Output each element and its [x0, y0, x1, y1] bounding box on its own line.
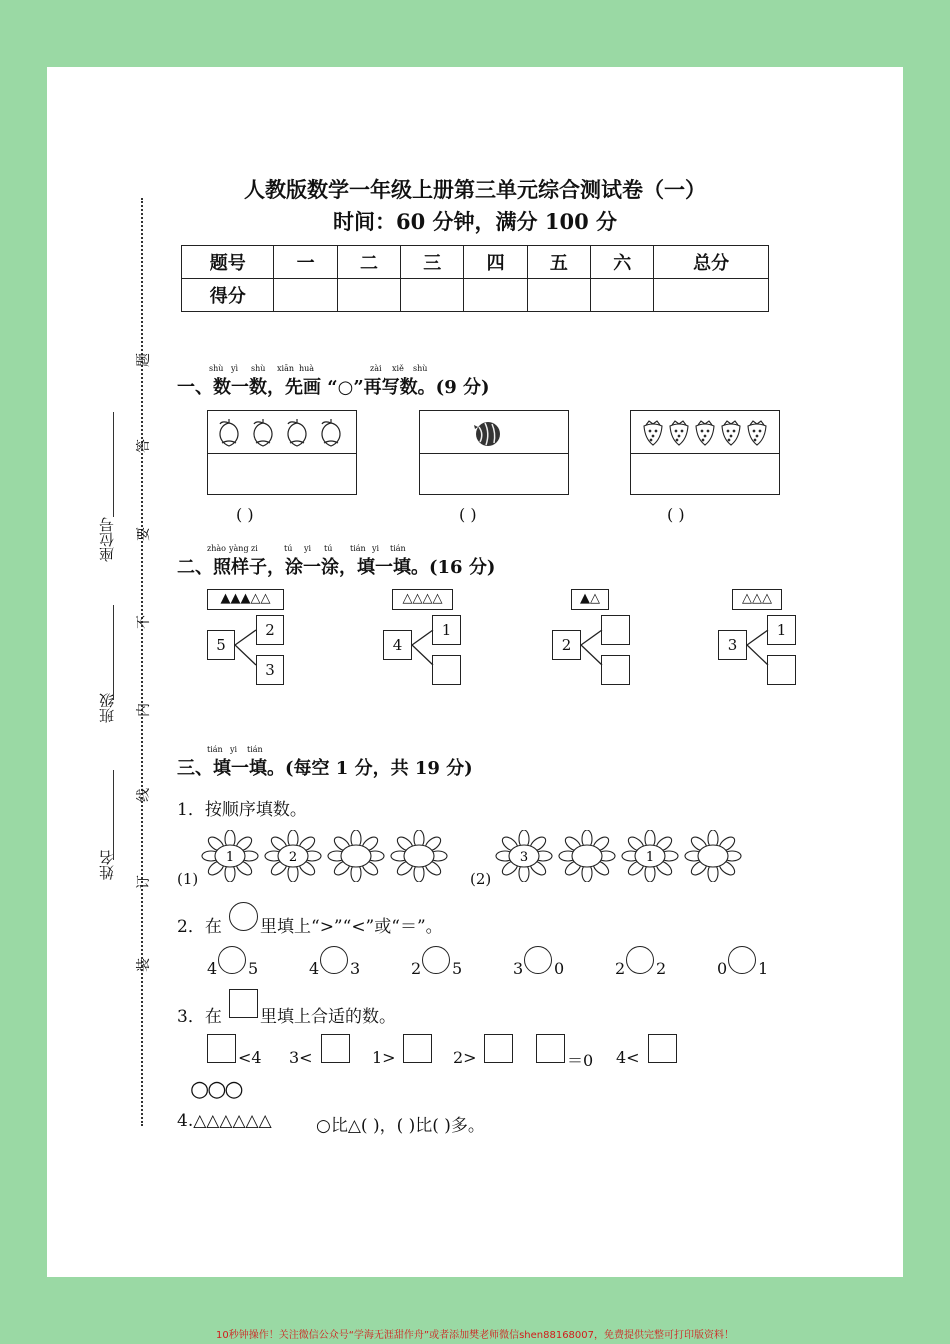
number-value: 4 [392, 636, 403, 654]
name-blank[interactable] [113, 770, 114, 860]
answer-paren[interactable]: ( ) [459, 505, 477, 524]
pinyin: shù [413, 364, 428, 373]
pinyin: tián [247, 745, 263, 754]
number-value: 2 [561, 636, 572, 654]
section3-title: 三、填一填。(每空 1 分，共 19 分) [177, 758, 473, 779]
q2-label-end: 里填上“>”“<”或“＝”。 [260, 917, 443, 937]
score-cell[interactable] [591, 279, 654, 312]
pinyin: tián [207, 745, 223, 754]
watermelon-icon [464, 417, 504, 449]
compare-right: 0 [554, 959, 565, 978]
margin-char: 线 [136, 788, 152, 802]
margin-char: 订 [136, 875, 152, 889]
answer-box[interactable] [767, 655, 796, 685]
section1-title: 一、数一数，先画 “○”再写数。(9 分) [177, 377, 490, 398]
number-box [383, 630, 412, 660]
number-box [256, 615, 284, 645]
square-placeholder-icon [229, 989, 258, 1018]
number-value: 1 [441, 621, 452, 639]
page-title: 人教版数学一年级上册第三单元综合测试卷（一） [244, 177, 706, 202]
score-cell[interactable] [401, 279, 464, 312]
q4-question[interactable]: ○比△( )，( )比( )多。 [316, 1116, 485, 1136]
answer-box[interactable] [207, 1034, 236, 1063]
score-header: 四 [464, 246, 527, 279]
section2-title: 二、照样子，涂一涂，填一填。(16 分) [177, 557, 496, 578]
q3-label-end: 里填上合适的数。 [260, 1007, 396, 1027]
pinyin: xiān [277, 364, 294, 373]
pinyin: tián [390, 544, 406, 553]
score-header: 二 [337, 246, 400, 279]
score-header: 六 [591, 246, 654, 279]
flower-row [199, 830, 461, 882]
class-label: 班级 [98, 693, 116, 723]
score-header: 题号 [182, 246, 274, 279]
split-lines [235, 625, 257, 675]
name-label: 姓名 [98, 850, 116, 880]
flower-number: 2 [288, 850, 298, 865]
number-box [256, 655, 284, 685]
number-box [767, 615, 796, 645]
pinyin: yi [372, 544, 380, 553]
split-lines [747, 625, 769, 675]
score-header: 一 [274, 246, 337, 279]
compare-left: 4 [309, 959, 320, 978]
answer-box[interactable] [601, 615, 630, 645]
flower-number: 1 [645, 850, 655, 865]
answer-paren[interactable]: ( ) [236, 505, 254, 524]
compare-left: 0 [717, 959, 728, 978]
compare-circle[interactable] [626, 946, 654, 974]
pinyin: huà [299, 364, 315, 373]
compare-left: 3 [513, 959, 524, 978]
pinyin: tú [284, 544, 293, 553]
split-lines [581, 625, 603, 675]
answer-box[interactable] [536, 1034, 565, 1063]
pinyin: shù [209, 364, 224, 373]
expression: 3< [289, 1048, 313, 1067]
flower-number: 3 [519, 850, 529, 865]
seat-blank[interactable] [113, 412, 114, 517]
q3-label-start: 3．在 [177, 1007, 222, 1027]
compare-right: 3 [350, 959, 361, 978]
circle-placeholder-icon [229, 902, 258, 931]
number-box [552, 630, 581, 660]
score-header: 三 [401, 246, 464, 279]
number-value: 5 [216, 636, 226, 654]
pinyin: zi [251, 544, 258, 553]
score-header: 总分 [654, 246, 769, 279]
expression: 1> [372, 1048, 396, 1067]
margin-char: 答 [136, 439, 152, 453]
q1-part1-label: (1) [177, 870, 199, 888]
pinyin: tú [324, 544, 333, 553]
compare-right: 1 [758, 959, 769, 978]
answer-box[interactable] [601, 655, 630, 685]
pinyin: yì [231, 364, 239, 373]
triangle-box: △△△ [732, 589, 782, 610]
q1-part2-label: (2) [470, 870, 492, 888]
number-box [207, 630, 235, 660]
compare-circle[interactable] [728, 946, 756, 974]
number-value: 3 [265, 661, 275, 679]
seat-label: 座位号 [98, 517, 116, 562]
triangle-box: ▲△ [571, 589, 609, 610]
class-blank[interactable] [113, 605, 114, 700]
compare-left: 2 [411, 959, 422, 978]
triangle-box: ▲▲▲△△ [207, 589, 284, 610]
margin-char: 题 [136, 353, 152, 367]
answer-box[interactable] [321, 1034, 350, 1063]
number-value: 2 [265, 621, 275, 639]
triangle-box: △△△△ [392, 589, 453, 610]
number-value: 1 [776, 621, 787, 639]
margin-char: 不 [136, 615, 152, 629]
footer-note: 10秒钟操作！关注微信公众号“学海无涯甜作舟”或者添加樊老师微信shen88168007，免费提供完整可打印版资料！ [215, 1330, 735, 1341]
compare-left: 2 [615, 959, 626, 978]
expression: <4 [238, 1048, 262, 1067]
count-box [419, 410, 569, 495]
q2-label-start: 2．在 [177, 917, 222, 937]
compare-circle[interactable] [422, 946, 450, 974]
score-cell[interactable] [464, 279, 527, 312]
expression: ＝0 [567, 1051, 594, 1070]
q4-label: 4.△△△△△△ [177, 1111, 272, 1131]
binding-dotted-line [141, 198, 143, 1126]
score-cell[interactable] [274, 279, 337, 312]
page-subtitle: 时间：60 分钟，满分 100 分 [333, 209, 617, 234]
pinyin: tián [350, 544, 366, 553]
score-header: 五 [527, 246, 590, 279]
q1-label: 1．按顺序填数。 [177, 800, 307, 820]
q4-circles: ○○○ [190, 1077, 242, 1102]
peach-icon [212, 417, 352, 449]
pinyin: zài [370, 364, 382, 373]
compare-circle[interactable] [218, 946, 246, 974]
pinyin: shù [251, 364, 266, 373]
score-cell[interactable] [654, 279, 769, 312]
flower-number: 1 [225, 850, 235, 865]
margin-char: 装 [136, 958, 152, 972]
flower-row [493, 830, 755, 882]
number-value: 3 [727, 636, 738, 654]
strawberry-icon [639, 419, 775, 447]
compare-circle[interactable] [524, 946, 552, 974]
number-box [432, 615, 461, 645]
pinyin: yàng [229, 544, 249, 553]
pinyin: yi [230, 745, 238, 754]
compare-right: 2 [656, 959, 667, 978]
compare-right: 5 [248, 959, 259, 978]
compare-right: 5 [452, 959, 463, 978]
margin-char: 要 [136, 527, 152, 541]
answer-box[interactable] [403, 1034, 432, 1063]
answer-box[interactable] [648, 1034, 677, 1063]
expression: 2> [453, 1048, 477, 1067]
answer-box[interactable] [484, 1034, 513, 1063]
margin-char: 内 [136, 703, 152, 717]
compare-circle[interactable] [320, 946, 348, 974]
score-cell[interactable] [527, 279, 590, 312]
score-cell[interactable] [337, 279, 400, 312]
compare-left: 4 [207, 959, 218, 978]
pinyin: xiě [392, 364, 404, 373]
split-lines [412, 625, 434, 675]
score-row-label: 得分 [182, 279, 274, 312]
answer-box[interactable] [432, 655, 461, 685]
number-box [718, 630, 747, 660]
answer-paren[interactable]: ( ) [667, 505, 685, 524]
expression: 4< [616, 1048, 640, 1067]
pinyin: zhào [207, 544, 226, 553]
count-box [207, 410, 357, 495]
score-table [181, 245, 769, 312]
count-box [630, 410, 780, 495]
pinyin: yi [304, 544, 312, 553]
